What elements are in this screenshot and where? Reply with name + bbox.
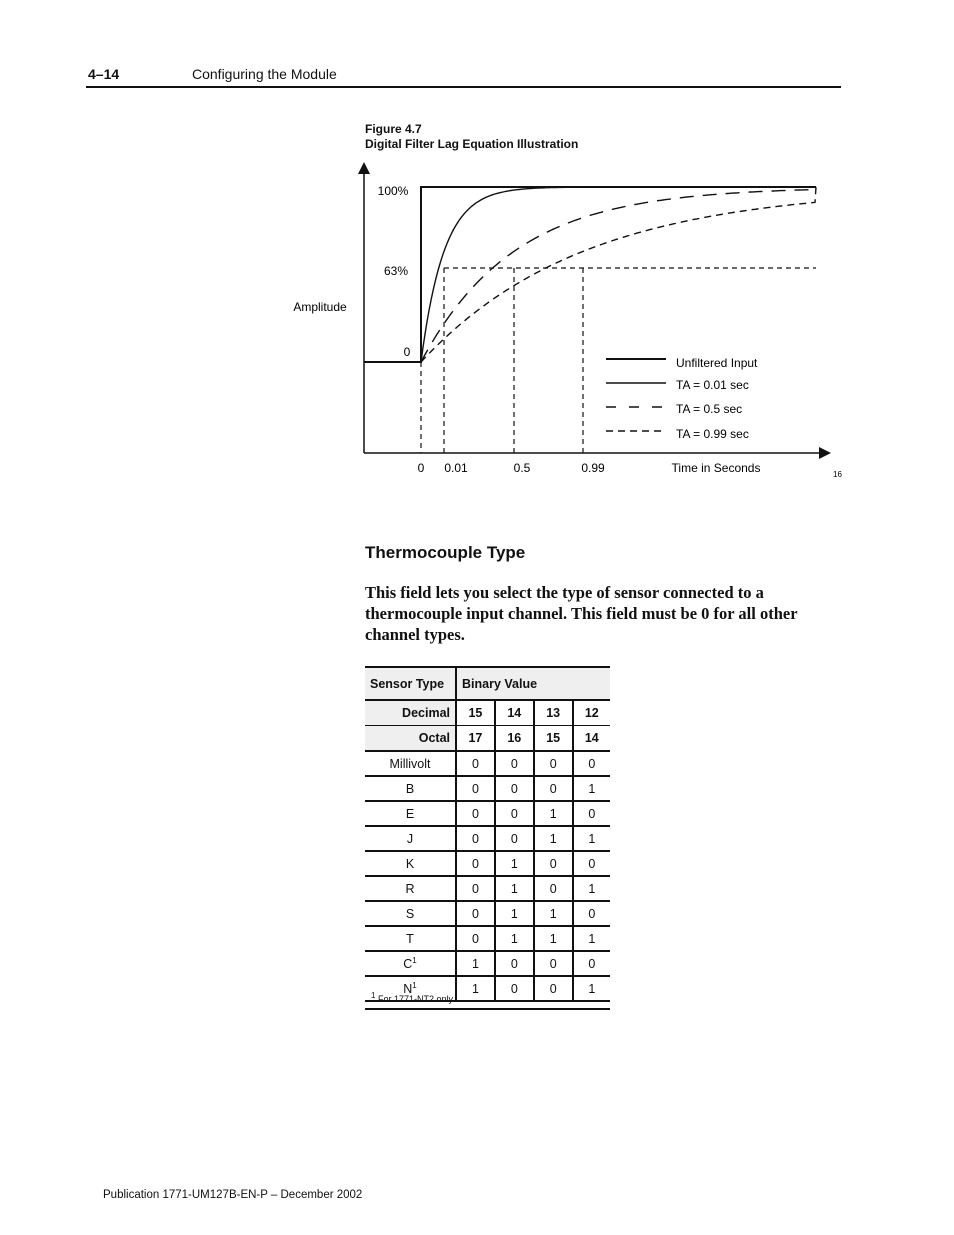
bit-value-cell: 0	[495, 801, 534, 826]
sensor-type-cell	[365, 801, 456, 826]
x-tick-001: 0.01	[444, 461, 468, 475]
bit-value-cell: 0	[456, 776, 495, 801]
bit-value-cell: 1	[495, 926, 534, 951]
bit-value-cell: 0	[534, 876, 573, 901]
lag-chart	[0, 0, 954, 520]
bit-value-cell: 0	[456, 901, 495, 926]
bit-value-cell: 0	[495, 751, 534, 776]
y-tick-63: 63%	[383, 264, 409, 278]
y-tick-0: 0	[403, 345, 411, 359]
x-tick-0: 0	[417, 461, 425, 475]
bit-value-cell: 0	[534, 776, 573, 801]
page-number: 4–14	[88, 66, 120, 82]
octal-row	[365, 726, 610, 752]
bit-value-cell: 0	[456, 876, 495, 901]
table-row	[365, 851, 610, 876]
bit-value-cell: 1	[573, 776, 610, 801]
decimal-row	[365, 700, 610, 726]
sensor-name: N	[403, 982, 413, 997]
table-row	[365, 926, 610, 951]
table-header-row	[365, 667, 610, 700]
legend-label-ta-099: TA = 0.99 sec	[676, 427, 749, 441]
y-axis-label: Amplitude	[293, 300, 347, 314]
bit-value-cell: 0	[573, 851, 610, 876]
decimal-bit: 15	[456, 700, 495, 726]
chart-legend	[606, 356, 758, 441]
footnote-ref: 1	[412, 955, 417, 965]
bit-value-cell: 1	[573, 926, 610, 951]
table-row	[365, 876, 610, 901]
bit-value-cell: 1	[534, 901, 573, 926]
series-ta-001	[421, 187, 816, 362]
y-tick-100: 100%	[377, 184, 409, 198]
section-title: Thermocouple Type	[365, 543, 526, 562]
bit-value-cell: 1	[456, 976, 495, 1001]
octal-bit: 14	[573, 726, 610, 752]
table-row	[365, 901, 610, 926]
octal-bit: 17	[456, 726, 495, 752]
bit-value-cell: 0	[573, 751, 610, 776]
bit-value-cell: 0	[495, 951, 534, 976]
x-axis-label: Time in Seconds	[671, 461, 761, 475]
legend-label-ta-05: TA = 0.5 sec	[676, 402, 743, 416]
figure-title: Digital Filter Lag Equation Illustration	[365, 137, 579, 151]
sensor-type-cell	[365, 826, 456, 851]
bit-value-cell: 0	[534, 751, 573, 776]
sensor-name: S	[405, 906, 415, 921]
bit-value-cell: 1	[534, 926, 573, 951]
legend-label-unfiltered: Unfiltered Input	[676, 356, 758, 370]
bit-value-cell: 1	[573, 826, 610, 851]
sensor-name: T	[406, 931, 414, 946]
bit-value-cell: 1	[573, 976, 610, 1001]
bit-value-cell: 0	[534, 851, 573, 876]
sensor-type-cell	[365, 751, 456, 776]
table-row	[365, 776, 610, 801]
section-body: This field lets you select the type of sensor connected to a thermocouple input channel. This field must be 0 for all other channel types.	[365, 583, 798, 644]
bit-value-cell: 1	[495, 876, 534, 901]
sensor-name: K	[405, 856, 415, 871]
decimal-bit: 14	[495, 700, 534, 726]
bit-value-cell: 0	[456, 826, 495, 851]
octal-bit: 15	[534, 726, 573, 752]
table-row	[365, 826, 610, 851]
bit-value-cell: 1	[495, 851, 534, 876]
table-footnote	[371, 991, 455, 1004]
series-ta-099	[421, 187, 816, 362]
bit-value-cell: 0	[534, 976, 573, 1001]
bit-value-cell: 0	[573, 951, 610, 976]
x-tick-05: 0.5	[513, 461, 531, 475]
legend-label-ta-001: TA = 0.01 sec	[676, 378, 749, 392]
publication-footer: Publication 1771-UM127B-EN-P – December 2002	[103, 1189, 363, 1201]
bit-value-cell: 0	[495, 776, 534, 801]
series-unfiltered-input	[364, 187, 816, 362]
footnote-text: For 1771-NT2 only.	[377, 994, 455, 1004]
bit-value-cell: 1	[534, 801, 573, 826]
decimal-bit: 12	[573, 700, 610, 726]
bit-value-cell: 0	[456, 751, 495, 776]
bit-value-cell: 0	[495, 976, 534, 1001]
sensor-type-cell	[365, 901, 456, 926]
bit-value-cell: 0	[495, 826, 534, 851]
sensor-type-cell	[365, 876, 456, 901]
sensor-name: E	[405, 806, 415, 821]
header-binary-value: Binary Value	[456, 667, 610, 700]
bit-value-cell: 1	[495, 901, 534, 926]
bit-value-cell: 0	[534, 951, 573, 976]
bit-value-cell: 0	[456, 926, 495, 951]
figure-label: Figure 4.7	[365, 122, 422, 136]
footnote-mark: 1	[371, 991, 376, 1000]
sensor-name: B	[405, 781, 415, 796]
series-ta-05	[421, 187, 816, 362]
thermocouple-type-table	[365, 666, 610, 1002]
table-bottom-rule	[365, 1008, 610, 1010]
table-row	[365, 751, 610, 776]
bit-value-cell: 1	[534, 826, 573, 851]
octal-label: Octal	[365, 726, 456, 752]
sensor-type-cell	[365, 776, 456, 801]
sensor-type-cell	[365, 951, 456, 976]
sensor-name: Millivolt	[389, 756, 431, 771]
bit-value-cell: 1	[573, 876, 610, 901]
bit-value-cell: 0	[573, 801, 610, 826]
decimal-label: Decimal	[365, 700, 456, 726]
figure-id: 16	[833, 470, 842, 479]
bit-value-cell: 0	[456, 801, 495, 826]
table-row	[365, 951, 610, 976]
x-tick-099: 0.99	[581, 461, 605, 475]
sensor-name: R	[405, 881, 415, 896]
sensor-type-cell	[365, 926, 456, 951]
header-sensor-type: Sensor Type	[365, 667, 456, 700]
table-row	[365, 801, 610, 826]
sensor-type-cell	[365, 851, 456, 876]
bit-value-cell: 0	[456, 851, 495, 876]
bit-value-cell: 1	[456, 951, 495, 976]
footnote-ref: 1	[412, 980, 417, 990]
sensor-name: C	[403, 957, 413, 972]
running-header-title: Configuring the Module	[192, 66, 337, 82]
sensor-name: J	[406, 831, 414, 846]
bit-value-cell: 0	[573, 901, 610, 926]
octal-bit: 16	[495, 726, 534, 752]
decimal-bit: 13	[534, 700, 573, 726]
